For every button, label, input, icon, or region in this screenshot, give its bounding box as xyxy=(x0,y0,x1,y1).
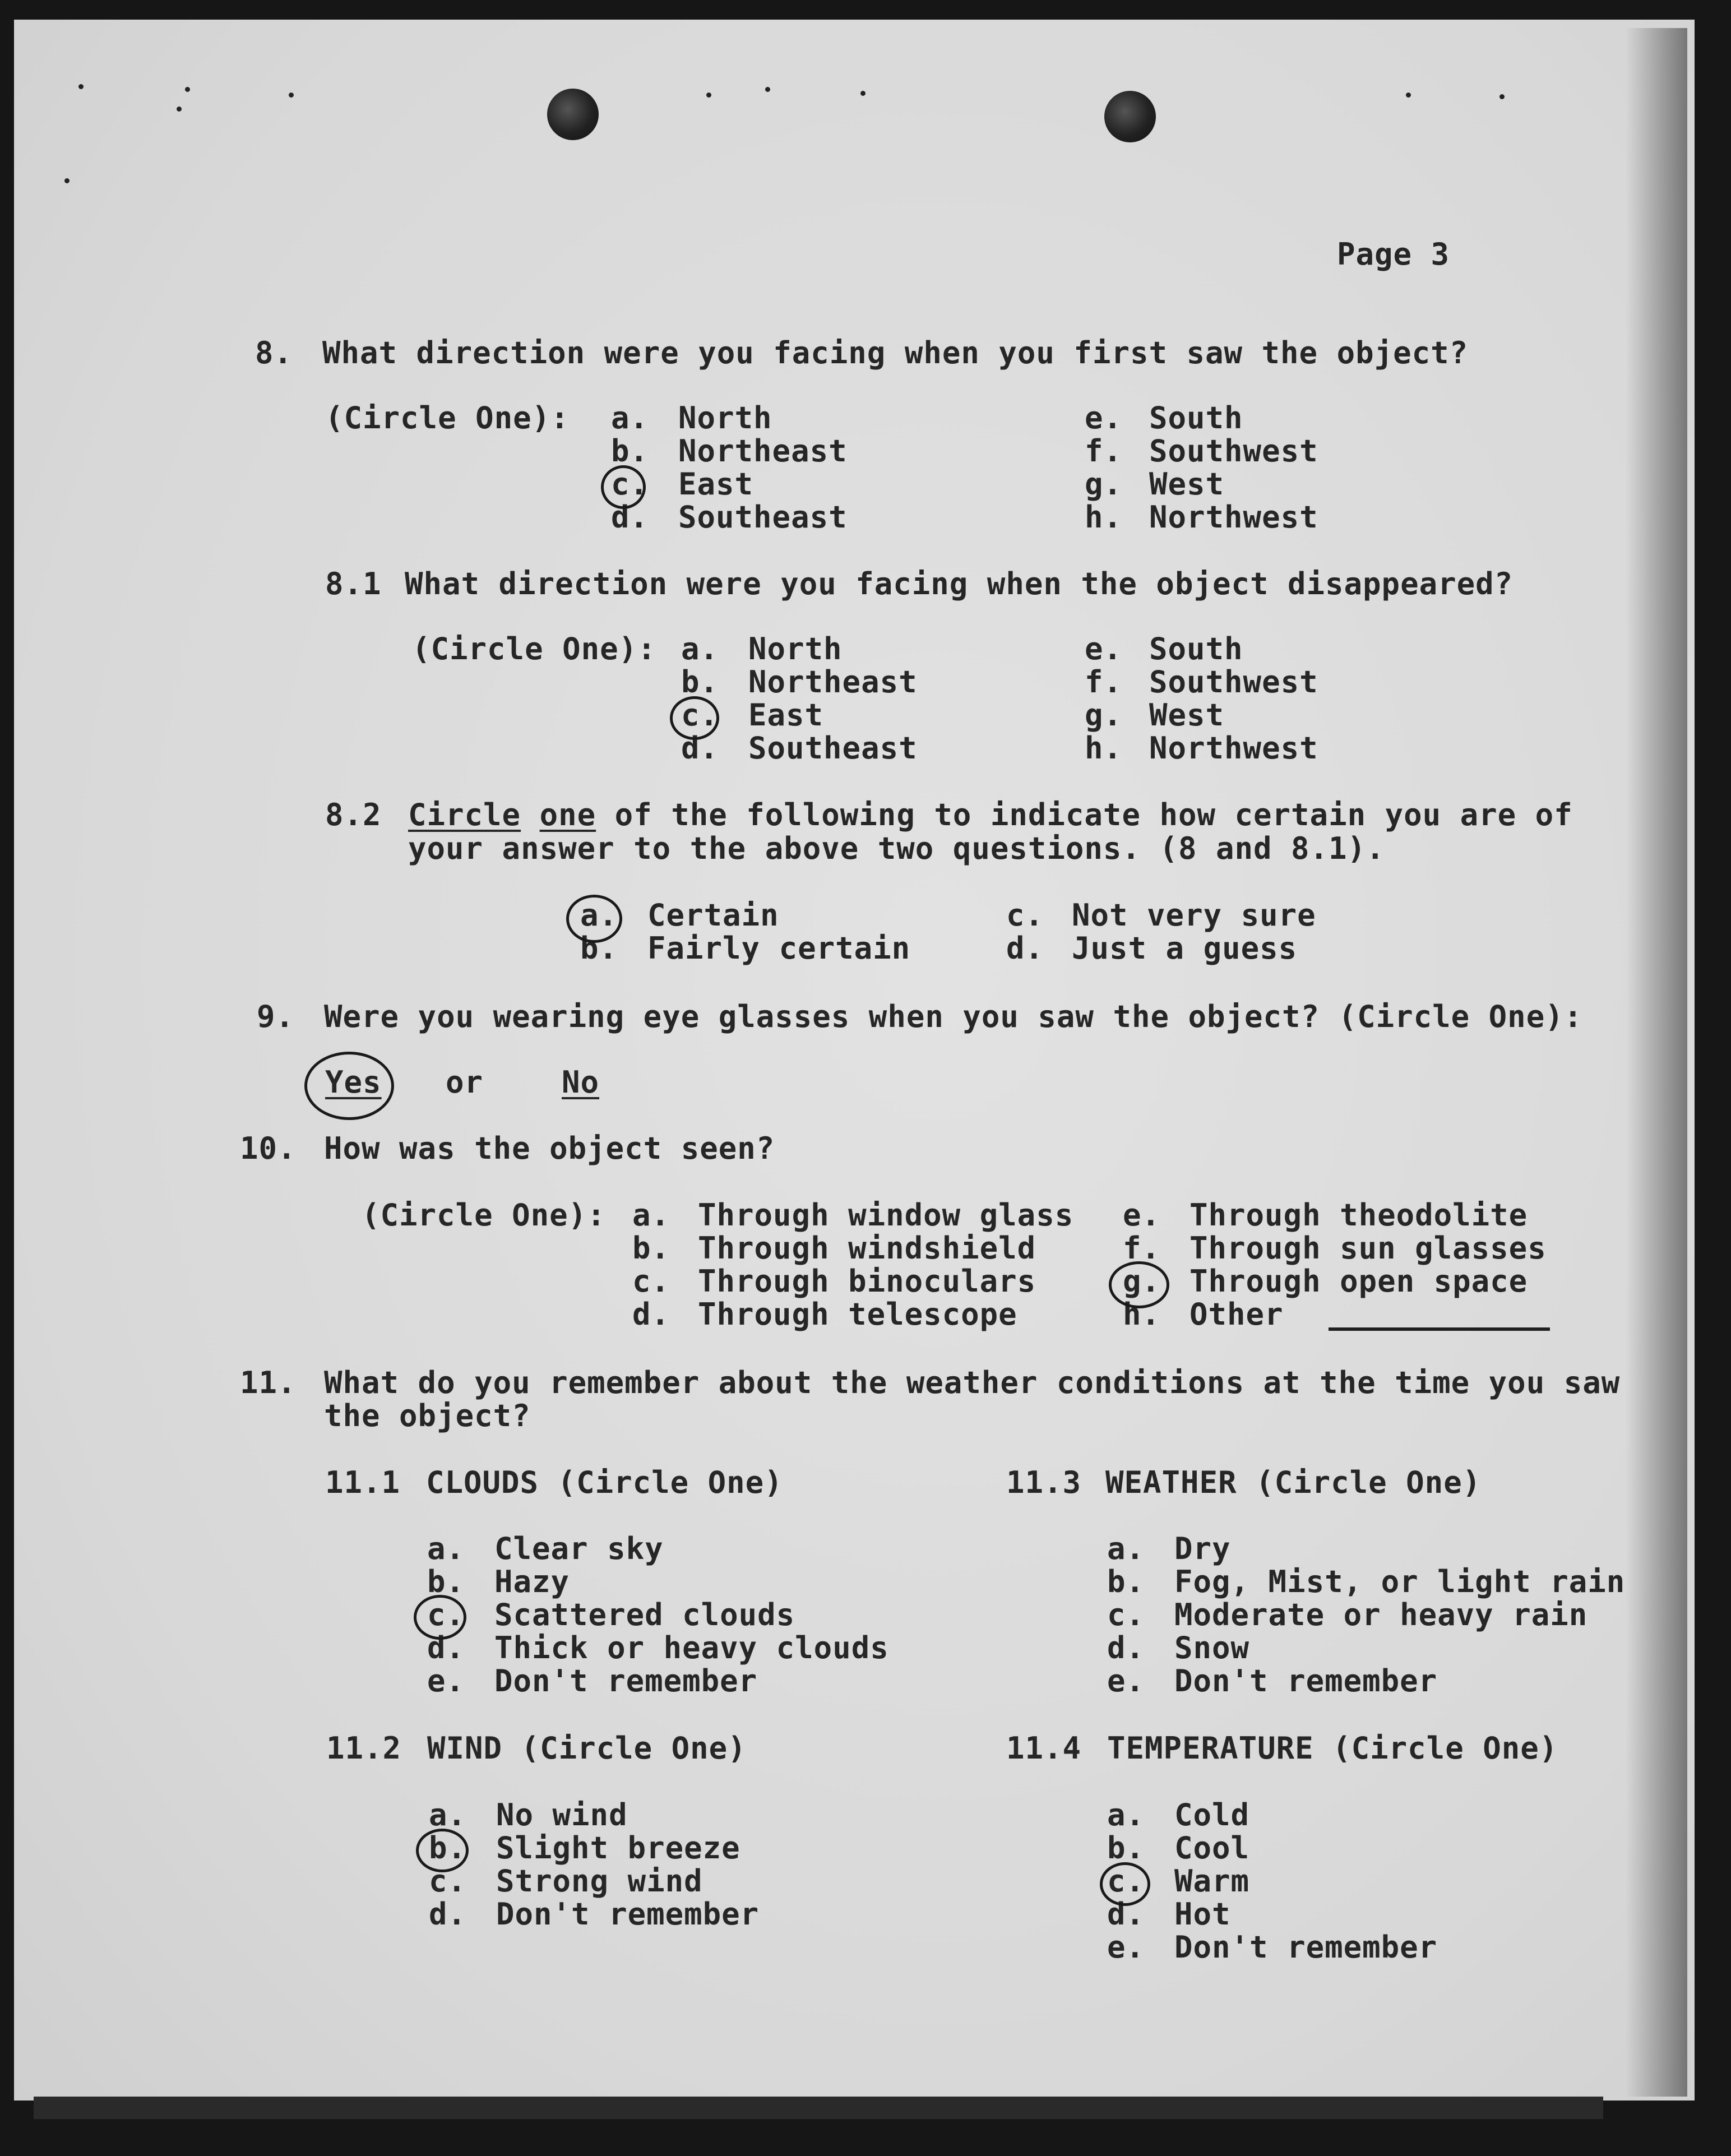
q11-2-selection-circle xyxy=(416,1829,469,1872)
q8-2-option-letter: d. xyxy=(1006,931,1044,966)
q10-option-letter: c. xyxy=(632,1264,670,1299)
q9-selection-circle xyxy=(304,1052,394,1120)
q11-4-option-letter: d. xyxy=(1107,1896,1145,1932)
q10-option-windshield[interactable]: Through windshield xyxy=(698,1230,1036,1266)
q8-question: What direction were you facing when you first saw the object? xyxy=(322,335,1469,371)
q11-4-option-letter: a. xyxy=(1107,1797,1145,1833)
q11-2-option-letter: d. xyxy=(429,1896,467,1932)
q8-1-option-west[interactable]: West xyxy=(1149,697,1225,733)
q10-question: How was the object seen? xyxy=(324,1131,775,1166)
q8-2-option-certain[interactable]: Certain xyxy=(647,897,779,933)
paper-shadow-right xyxy=(1626,28,1687,2097)
speck xyxy=(289,92,294,98)
q8-2-question-rest: of the following to indicate how certain you are of xyxy=(614,797,1573,832)
q10-number: 10. xyxy=(240,1131,297,1166)
q10-option-letter: h. xyxy=(1123,1297,1161,1332)
q8-option-east[interactable]: East xyxy=(678,466,754,502)
q8-1-option-letter: h. xyxy=(1085,730,1123,766)
q11-3-option-dont-remember[interactable]: Don't remember xyxy=(1174,1663,1438,1699)
q10-option-sun-glasses[interactable]: Through sun glasses xyxy=(1190,1230,1547,1266)
q11-3-option-heavy-rain[interactable]: Moderate or heavy rain xyxy=(1174,1597,1588,1632)
q11-1-option-letter: a. xyxy=(427,1531,465,1566)
q8-2-one-word: one xyxy=(539,797,596,832)
q10-option-letter: f. xyxy=(1123,1230,1161,1266)
q11-3-option-snow[interactable]: Snow xyxy=(1174,1630,1250,1665)
q8-option-west[interactable]: West xyxy=(1149,466,1225,502)
q8-2-question-line2: your answer to the above two questions. (8 and 8.1). xyxy=(408,831,1385,866)
q11-1-title: CLOUDS (Circle One) xyxy=(426,1465,783,1500)
q11-1-option-clear-sky[interactable]: Clear sky xyxy=(494,1531,664,1566)
q8-2-option-not-very-sure[interactable]: Not very sure xyxy=(1072,897,1316,933)
q8-2-option-letter: a. xyxy=(580,897,618,933)
q8-option-letter: d. xyxy=(611,499,649,535)
q10-option-other[interactable]: Other xyxy=(1190,1297,1284,1332)
q11-4-option-cold[interactable]: Cold xyxy=(1174,1797,1250,1833)
q11-1-option-scattered-clouds[interactable]: Scattered clouds xyxy=(494,1597,795,1632)
q8-1-option-northeast[interactable]: Northeast xyxy=(748,664,918,700)
q8-1-option-letter: f. xyxy=(1085,664,1123,700)
q9-yes-option[interactable]: Yes xyxy=(325,1065,382,1100)
q8-1-option-letter: c. xyxy=(681,697,719,733)
q8-option-letter: g. xyxy=(1085,466,1123,502)
q11-4-title: TEMPERATURE (Circle One) xyxy=(1107,1731,1558,1766)
q11-3-option-letter: b. xyxy=(1107,1564,1145,1599)
q11-3-option-letter: d. xyxy=(1107,1630,1145,1665)
q11-2-number: 11.2 xyxy=(326,1731,402,1766)
q11-3-option-dry[interactable]: Dry xyxy=(1174,1531,1231,1566)
speck xyxy=(1499,94,1505,99)
q10-option-telescope[interactable]: Through telescope xyxy=(698,1297,1017,1332)
q11-2-option-letter: b. xyxy=(429,1830,467,1866)
q9-no-option[interactable]: No xyxy=(562,1065,600,1100)
q11-question-line2: the object? xyxy=(324,1398,531,1433)
speck xyxy=(185,87,190,92)
q8-option-letter: b. xyxy=(611,433,649,469)
q8-1-option-letter: g. xyxy=(1085,697,1123,733)
q8-1-option-letter: a. xyxy=(681,631,719,667)
q11-4-option-cool[interactable]: Cool xyxy=(1174,1830,1250,1866)
q11-number: 11. xyxy=(240,1365,297,1400)
speck xyxy=(706,92,711,98)
punch-hole-right xyxy=(1104,91,1156,142)
q8-1-question: What direction were you facing when the object disappeared? xyxy=(405,566,1514,602)
q8-1-option-south[interactable]: South xyxy=(1149,631,1243,667)
speck xyxy=(177,107,182,112)
q11-4-option-letter: c. xyxy=(1107,1863,1145,1899)
q8-2-option-letter: c. xyxy=(1006,897,1044,933)
q10-option-window-glass[interactable]: Through window glass xyxy=(698,1197,1074,1233)
q8-2-number: 8.2 xyxy=(325,797,382,832)
q10-option-letter: a. xyxy=(632,1197,670,1233)
q8-number: 8. xyxy=(255,335,293,371)
q10-other-blank-line[interactable] xyxy=(1329,1327,1550,1331)
q10-option-letter: b. xyxy=(632,1230,670,1266)
q11-3-option-letter: a. xyxy=(1107,1531,1145,1566)
q11-4-selection-circle xyxy=(1100,1862,1150,1906)
q8-1-option-east[interactable]: East xyxy=(748,697,824,733)
q11-1-option-letter: c. xyxy=(427,1597,465,1632)
scan-bottom-edge xyxy=(34,2097,1603,2119)
q11-3-option-fog-mist[interactable]: Fog, Mist, or light rain xyxy=(1174,1564,1626,1599)
q8-option-letter: c. xyxy=(611,466,649,502)
q11-2-option-no-wind[interactable]: No wind xyxy=(496,1797,628,1833)
q11-2-title: WIND (Circle One) xyxy=(427,1731,747,1766)
q11-4-option-warm[interactable]: Warm xyxy=(1174,1863,1250,1899)
q8-1-option-southeast[interactable]: Southeast xyxy=(748,730,918,766)
q11-1-option-letter: b. xyxy=(427,1564,465,1599)
q11-1-number: 11.1 xyxy=(325,1465,401,1500)
q10-option-theodolite[interactable]: Through theodolite xyxy=(1190,1197,1528,1233)
q11-4-option-letter: b. xyxy=(1107,1830,1145,1866)
punch-hole-left xyxy=(547,89,599,140)
q10-option-letter: g. xyxy=(1123,1264,1161,1299)
q11-1-option-thick-clouds[interactable]: Thick or heavy clouds xyxy=(494,1630,889,1665)
q8-option-southwest[interactable]: Southwest xyxy=(1149,433,1318,469)
q10-option-letter: e. xyxy=(1123,1197,1161,1233)
speck xyxy=(64,178,70,183)
q10-instruction: (Circle One): xyxy=(362,1197,606,1233)
speck xyxy=(1406,92,1411,98)
q8-option-north[interactable]: North xyxy=(678,400,772,436)
q8-option-south[interactable]: South xyxy=(1149,400,1243,436)
q8-option-letter: a. xyxy=(611,400,649,436)
q8-1-selection-circle xyxy=(670,696,719,740)
q11-3-option-letter: e. xyxy=(1107,1663,1145,1699)
q9-or-text: or xyxy=(446,1065,484,1100)
q8-instruction: (Circle One): xyxy=(325,400,570,436)
q11-3-title: WEATHER (Circle One) xyxy=(1105,1465,1482,1500)
q8-option-letter: e. xyxy=(1085,400,1123,436)
q11-1-option-letter: e. xyxy=(427,1663,465,1699)
q11-2-option-letter: c. xyxy=(429,1863,467,1899)
speck xyxy=(765,87,770,92)
q10-selection-circle xyxy=(1109,1261,1169,1308)
q8-1-option-southwest[interactable]: Southwest xyxy=(1149,664,1318,700)
q8-selection-circle xyxy=(601,465,646,509)
q11-1-option-hazy[interactable]: Hazy xyxy=(494,1564,570,1599)
q8-option-southeast[interactable]: Southeast xyxy=(678,499,848,535)
q11-1-option-letter: d. xyxy=(427,1630,465,1665)
q8-1-option-north[interactable]: North xyxy=(748,631,843,667)
q10-option-letter: d. xyxy=(632,1297,670,1332)
q8-2-circle-word: Circle xyxy=(408,797,521,832)
q8-option-letter: f. xyxy=(1085,433,1123,469)
q8-1-instruction: (Circle One): xyxy=(412,631,656,667)
q11-4-option-dont-remember[interactable]: Don't remember xyxy=(1174,1930,1438,1965)
q10-option-binoculars[interactable]: Through binoculars xyxy=(698,1264,1036,1299)
q11-1-option-dont-remember[interactable]: Don't remember xyxy=(494,1663,758,1699)
q8-2-selection-circle xyxy=(566,895,622,943)
q10-option-open-space[interactable]: Through open space xyxy=(1190,1264,1528,1299)
q8-2-question-line1 xyxy=(408,798,1573,832)
q8-2-option-letter: b. xyxy=(580,931,618,966)
q11-3-option-letter: c. xyxy=(1107,1597,1145,1632)
q8-1-option-northwest[interactable]: Northwest xyxy=(1149,730,1318,766)
q11-4-option-hot[interactable]: Hot xyxy=(1174,1896,1231,1932)
speck xyxy=(78,84,84,89)
q11-4-option-letter: e. xyxy=(1107,1930,1145,1965)
q8-option-northeast[interactable]: Northeast xyxy=(678,433,848,469)
q8-option-letter: h. xyxy=(1085,499,1123,535)
page-number: Page 3 xyxy=(1337,237,1450,272)
q11-2-option-letter: a. xyxy=(429,1797,467,1833)
q11-2-option-strong-wind[interactable]: Strong wind xyxy=(496,1863,703,1899)
q11-3-number: 11.3 xyxy=(1006,1465,1082,1500)
q11-2-option-dont-remember[interactable]: Don't remember xyxy=(496,1896,760,1932)
q11-2-option-slight-breeze[interactable]: Slight breeze xyxy=(496,1830,740,1866)
q11-1-selection-circle xyxy=(414,1595,466,1640)
q8-1-option-letter: b. xyxy=(681,664,719,700)
paper-sheet xyxy=(14,20,1695,2101)
q8-1-option-letter: e. xyxy=(1085,631,1123,667)
q8-1-number: 8.1 xyxy=(325,566,382,602)
q11-question-line1: What do you remember about the weather conditions at the time you saw xyxy=(324,1365,1621,1400)
q11-4-number: 11.4 xyxy=(1006,1731,1082,1766)
speck xyxy=(860,91,866,96)
q8-2-option-just-a-guess[interactable]: Just a guess xyxy=(1072,931,1298,966)
q8-2-option-fairly-certain[interactable]: Fairly certain xyxy=(647,931,911,966)
q9-question: Were you wearing eye glasses when you saw the object? (Circle One): xyxy=(324,999,1583,1034)
q8-1-option-letter: d. xyxy=(681,730,719,766)
q9-number: 9. xyxy=(257,999,295,1034)
q8-option-northwest[interactable]: Northwest xyxy=(1149,499,1318,535)
